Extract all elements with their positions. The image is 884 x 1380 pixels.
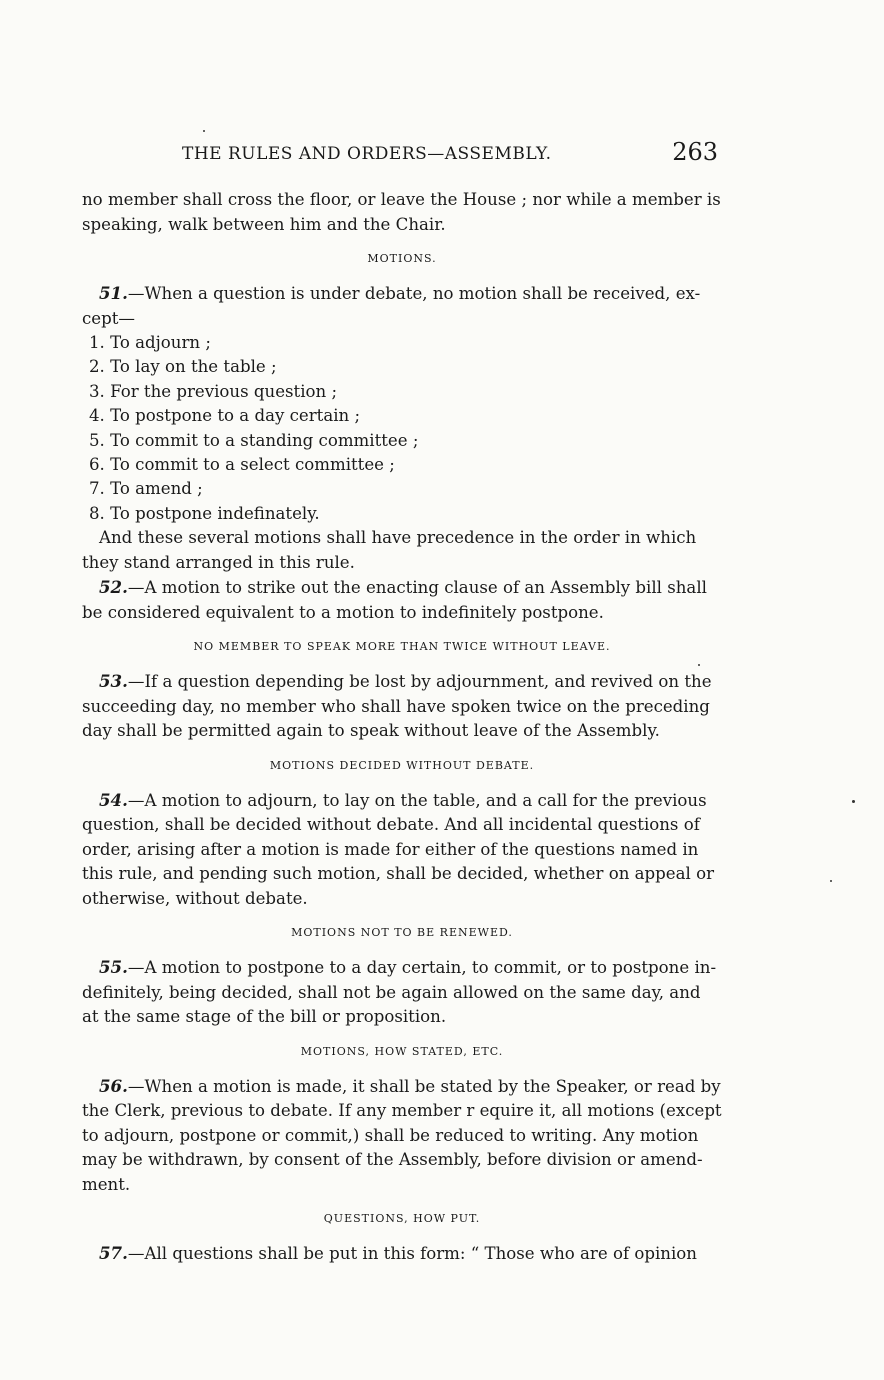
running-title: THE RULES AND ORDERS—ASSEMBLY. <box>182 144 552 164</box>
rule-57-number: 57. <box>99 1243 128 1264</box>
rule-51-motion-list <box>82 331 722 526</box>
rule-53-paragraph <box>82 669 722 744</box>
list-item: 5. To commit to a standing committee ; <box>89 430 419 450</box>
heading-motions: MOTIONS. <box>367 252 437 265</box>
rule-55-number: 55. <box>99 957 128 978</box>
rule-54-line-2: question, shall be decided without debate. And all incidental questions of <box>82 815 700 835</box>
rule-54-line-1: —A motion to adjourn, to lay on the table, and a call for the previous <box>127 790 707 810</box>
rule-54-number: 54. <box>99 789 128 810</box>
rule-55-line-2: definitely, being decided, shall not be again allowed on the same day, and <box>82 982 701 1002</box>
intro-line-2: speaking, walk between him and the Chair. <box>82 214 446 234</box>
rule-56-line-2: the Clerk, previous to debate. If any member r equire it, all motions (except <box>82 1101 722 1121</box>
rule-51-paragraph <box>82 281 722 331</box>
rule-54-line-3: order, arising after a motion is made for either of the questions named in <box>82 839 699 859</box>
heading-not-renewed: MOTIONS NOT TO BE RENEWED. <box>291 926 513 940</box>
rule-51-closing-line-2: they stand arranged in this rule. <box>82 552 355 572</box>
paper-speck <box>830 880 832 882</box>
rule-56-number: 56. <box>99 1075 128 1096</box>
rule-51-closing-line-1: And these several motions shall have precedence in the order in which <box>99 528 697 548</box>
rule-52-line-2: be considered equivalent to a motion to indefinitely postpone. <box>82 602 604 622</box>
rule-53-line-2: succeeding day, no member who shall have spoken twice on the preceding <box>82 696 710 716</box>
page-header <box>82 138 722 172</box>
document-page <box>82 138 722 1267</box>
rule-56-line-1: —When a motion is made, it shall be stated by the Speaker, or read by <box>127 1076 721 1096</box>
list-item: 4. To postpone to a day certain ; <box>89 406 361 426</box>
heading-decided-without-debate: MOTIONS DECIDED WITHOUT DEBATE. <box>269 758 535 772</box>
list-item: 3. For the previous question ; <box>89 381 338 401</box>
rule-51-line-2: cept— <box>82 308 135 328</box>
intro-paragraph <box>82 188 722 237</box>
rule-56-line-5: ment. <box>82 1174 131 1194</box>
rule-51-closing <box>82 526 722 575</box>
paper-speck <box>698 664 700 666</box>
rule-56-line-3: to adjourn, postpone or commit,) shall be reduced to writing. Any motion <box>82 1125 699 1145</box>
heading-questions-how-put: QUESTIONS, HOW PUT. <box>323 1212 481 1226</box>
rule-53-number: 53. <box>99 671 128 692</box>
heading-how-stated: MOTIONS, HOW STATED, ETC. <box>300 1044 504 1058</box>
list-item: 6. To commit to a select committee ; <box>89 455 395 475</box>
rule-56-line-4: may be withdrawn, by consent of the Assembly, before division or amend- <box>82 1150 703 1170</box>
list-item: 1. To adjourn ; <box>89 333 211 352</box>
list-item: 8. To postpone indefinately. <box>89 503 320 523</box>
list-item: 2. To lay on the table ; <box>89 357 277 377</box>
intro-line-1: no member shall cross the floor, or leave the House ; nor while a member is <box>82 190 721 209</box>
rule-53-line-1: —If a question depending be lost by adjournment, and revived on the <box>127 672 712 692</box>
rule-54-line-5: otherwise, without debate. <box>82 888 308 908</box>
rule-54-paragraph <box>82 788 722 912</box>
rule-55-paragraph <box>82 955 722 1030</box>
page-number: 263 <box>672 138 718 166</box>
rule-54-line-4: this rule, and pending such motion, shall be decided, whether on appeal or <box>82 864 715 884</box>
rule-52-number: 52. <box>99 577 128 598</box>
rule-52-line-1: —A motion to strike out the enacting clause of an Assembly bill shall <box>127 578 707 598</box>
list-item: 7. To amend ; <box>89 479 203 499</box>
rule-57-paragraph <box>82 1241 722 1267</box>
paper-speck <box>852 800 855 803</box>
rule-52-paragraph <box>82 575 722 625</box>
rule-56-paragraph <box>82 1074 722 1198</box>
rule-51-number: 51. <box>99 283 128 303</box>
rule-55-line-1: —A motion to postpone to a day certain, to commit, or to postpone in- <box>127 958 717 978</box>
rule-55-line-3: at the same stage of the bill or proposition. <box>82 1007 447 1027</box>
rule-51-line-1: —When a question is under debate, no motion shall be received, ex- <box>127 284 701 303</box>
paper-speck <box>203 130 205 132</box>
rule-57-line-1: —All questions shall be put in this form: “ Those who are of opinion <box>127 1244 697 1264</box>
rule-53-line-3: day shall be permitted again to speak without leave of the Assembly. <box>82 721 660 741</box>
heading-no-member-speak: NO MEMBER TO SPEAK MORE THAN TWICE WITHOUT LEAVE. <box>193 640 611 654</box>
